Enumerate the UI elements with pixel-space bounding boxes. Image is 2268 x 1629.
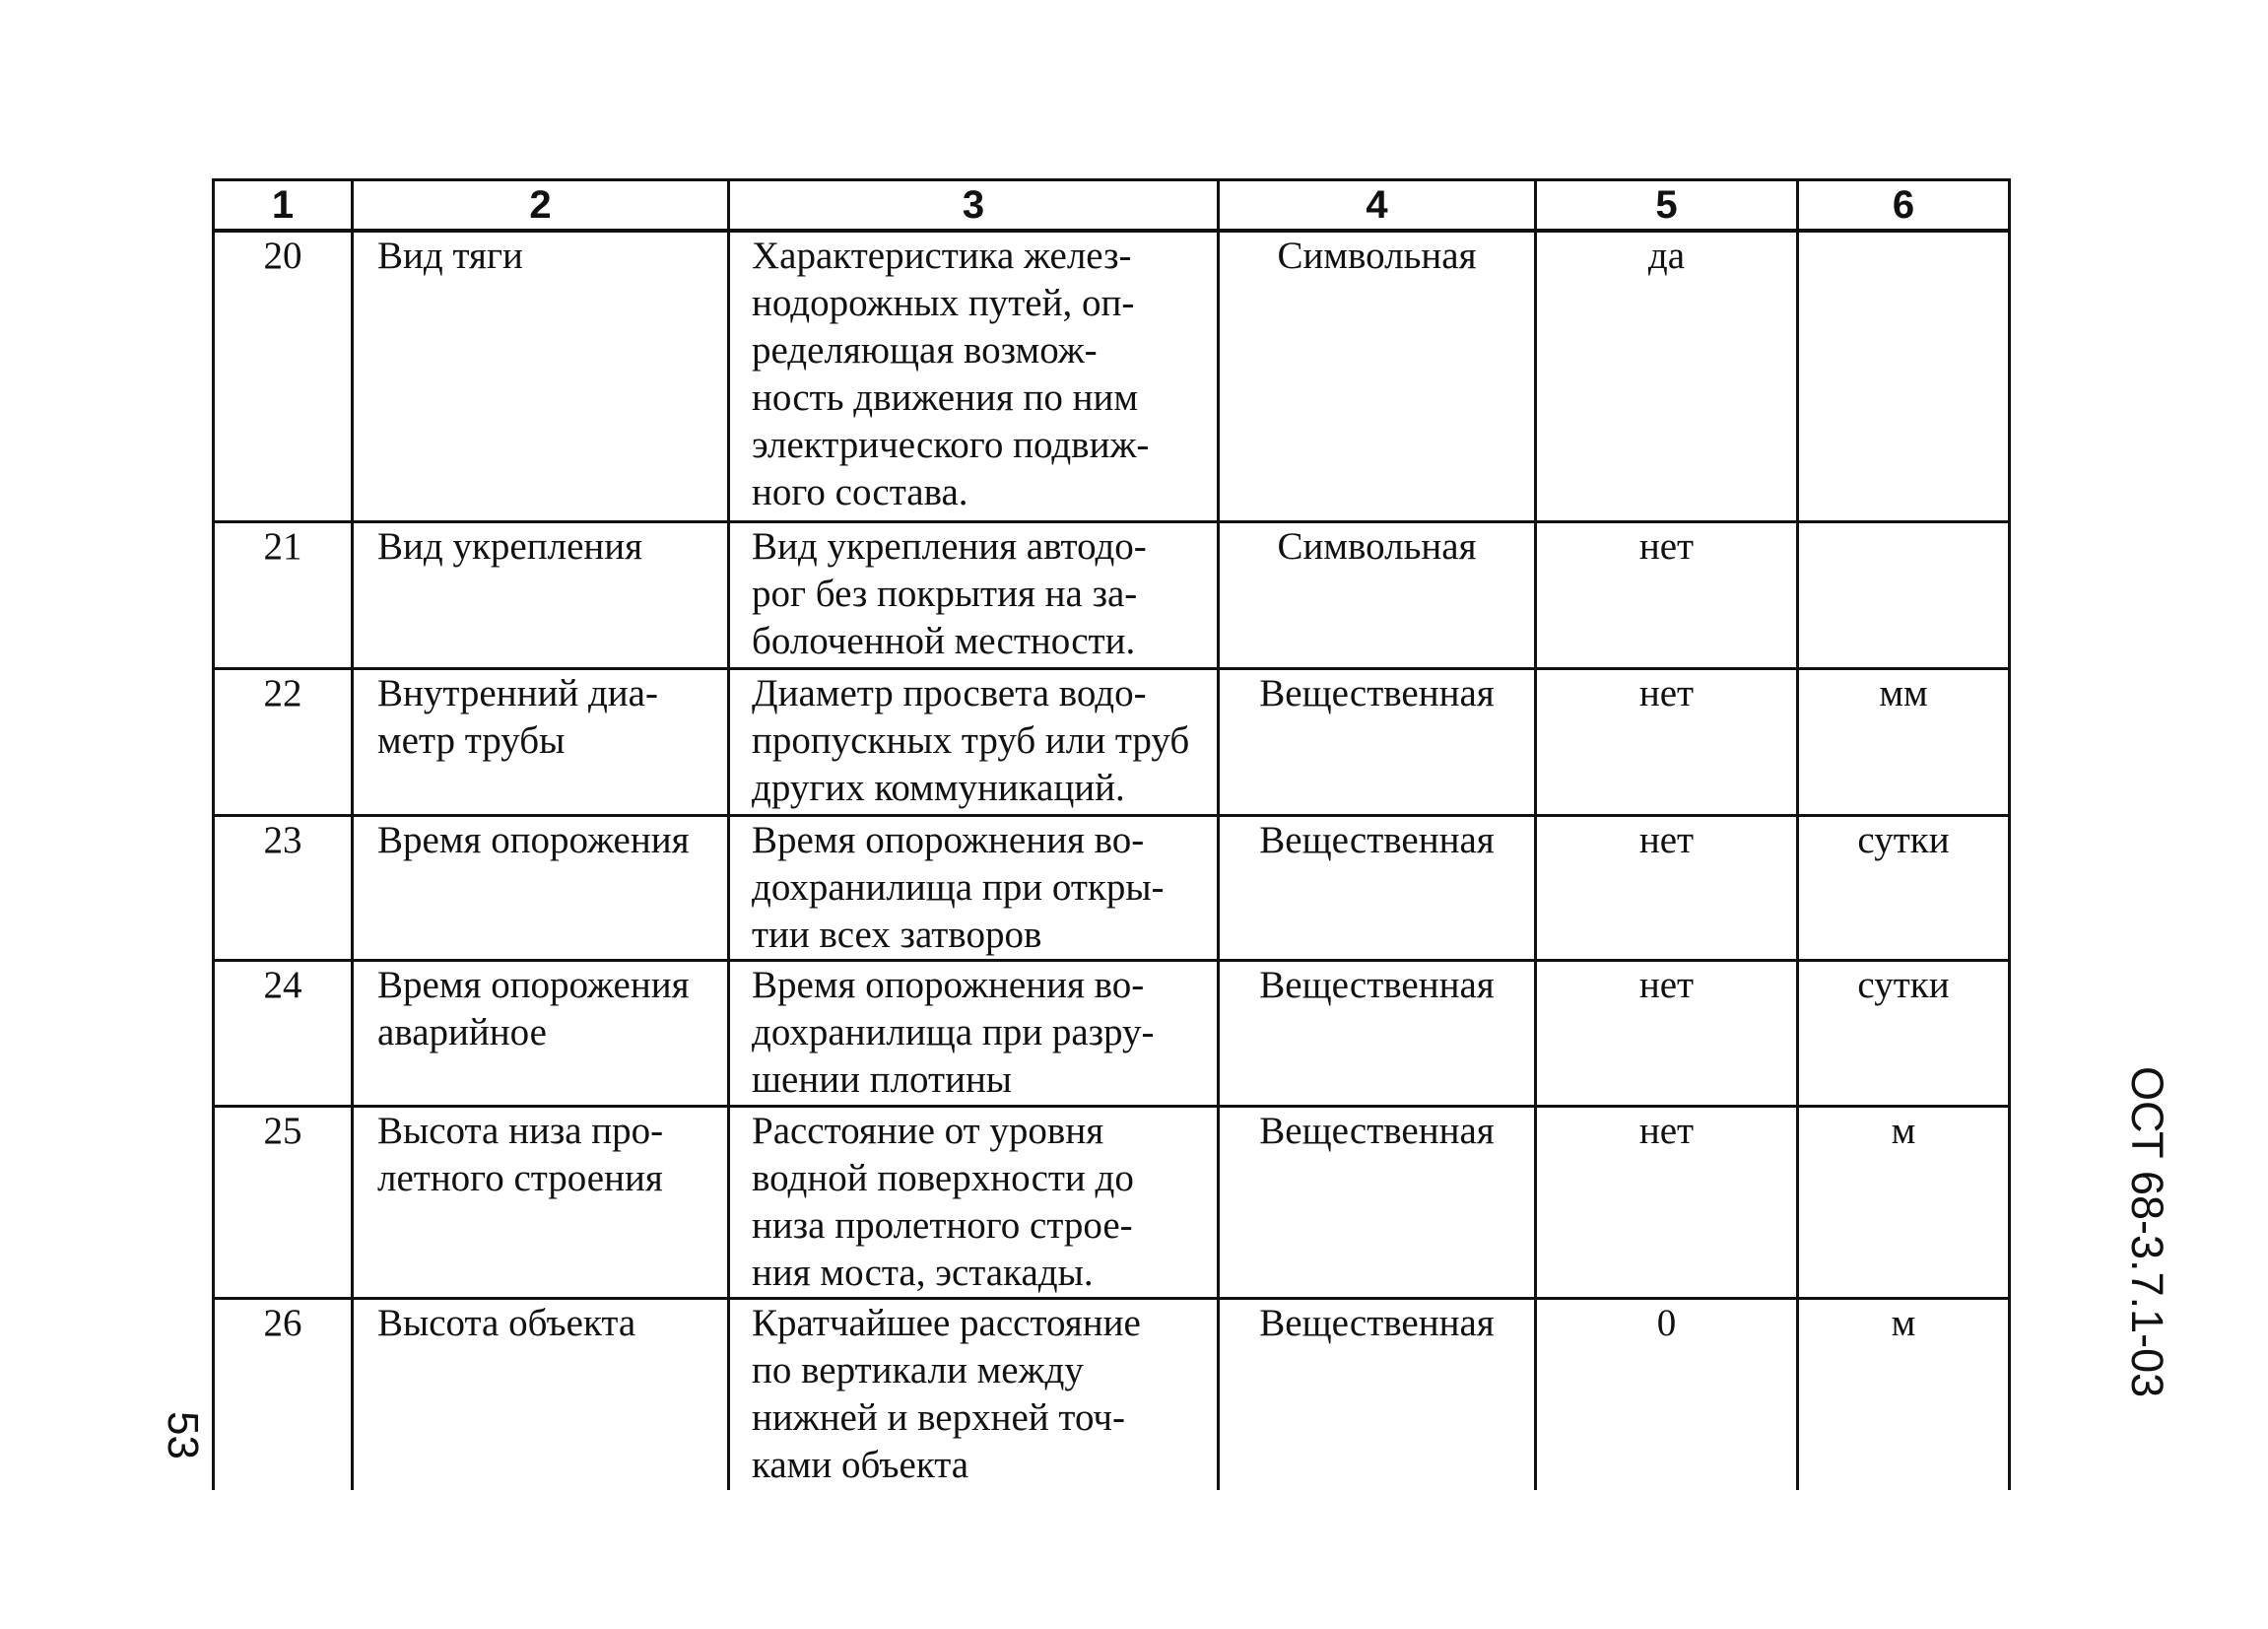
attribute-required: нет — [1536, 960, 1798, 1106]
column-header-5: 5 — [1536, 180, 1798, 232]
attribute-unit: мм — [1798, 668, 2010, 815]
row-number: 25 — [214, 1106, 353, 1298]
attribute-unit: м — [1798, 1298, 2010, 1490]
row-number: 20 — [214, 231, 353, 521]
attribute-required: нет — [1536, 668, 1798, 815]
attribute-description: Кратчайшее расстояние по вертикали между нижней и верхней точ- ками объекта — [729, 1298, 1219, 1490]
column-header-2: 2 — [353, 180, 729, 232]
table-row — [214, 231, 2010, 521]
attribute-type: Вещественная — [1219, 668, 1536, 815]
attribute-type: Вещественная — [1219, 960, 1536, 1106]
attribute-name: Вид тяги — [353, 231, 729, 521]
attribute-required: 0 — [1536, 1298, 1798, 1490]
row-number: 23 — [214, 815, 353, 960]
row-number: 26 — [214, 1298, 353, 1490]
table-row — [214, 960, 2010, 1106]
attribute-description: Время опорожнения во- дохранилища при откры- тии всех затворов — [729, 815, 1219, 960]
table-row — [214, 521, 2010, 668]
attribute-required: нет — [1536, 1106, 1798, 1298]
header-row — [214, 180, 2010, 232]
attribute-unit — [1798, 231, 2010, 521]
document-code: ОСТ 68-3.7.1-03 — [2122, 1066, 2172, 1398]
attribute-name: Внутренний диа- метр трубы — [353, 668, 729, 815]
attribute-description: Диаметр просвета водо- пропускных труб или труб других коммуникаций. — [729, 668, 1219, 815]
attribute-name: Вид укрепления — [353, 521, 729, 668]
table-row — [214, 1298, 2010, 1490]
page-number: 53 — [159, 1411, 207, 1459]
attribute-name: Высота объекта — [353, 1298, 729, 1490]
column-header-3: 3 — [729, 180, 1219, 232]
attribute-type: Вещественная — [1219, 1298, 1536, 1490]
attribute-unit: м — [1798, 1106, 2010, 1298]
attribute-unit: сутки — [1798, 815, 2010, 960]
attribute-name: Время опорожения аварийное — [353, 960, 729, 1106]
attribute-unit — [1798, 521, 2010, 668]
table-row — [214, 668, 2010, 815]
row-number: 22 — [214, 668, 353, 815]
attribute-name: Высота низа про- летного строения — [353, 1106, 729, 1298]
attribute-description: Время опорожнения во- дохранилища при разру- шении плотины — [729, 960, 1219, 1106]
attribute-description: Вид укрепления автодо- рог без покрытия на за- болоченной местности. — [729, 521, 1219, 668]
attribute-description: Расстояние от уровня водной поверхности до низа пролетного строе- ния моста, эстакады. — [729, 1106, 1219, 1298]
attribute-name: Время опорожения — [353, 815, 729, 960]
column-header-4: 4 — [1219, 180, 1536, 232]
row-number: 24 — [214, 960, 353, 1106]
attribute-required: нет — [1536, 521, 1798, 668]
attribute-type: Символьная — [1219, 521, 1536, 668]
table-row — [214, 1106, 2010, 1298]
attribute-type: Символьная — [1219, 231, 1536, 521]
attributes-table — [212, 178, 2011, 1490]
column-header-6: 6 — [1798, 180, 2010, 232]
column-header-1: 1 — [214, 180, 353, 232]
attribute-description: Характеристика желез- нодорожных путей, оп- ределяющая возмож- ность движения по ним электрического подвиж- ного состава. — [729, 231, 1219, 521]
row-number: 21 — [214, 521, 353, 668]
attribute-type: Вещественная — [1219, 1106, 1536, 1298]
attribute-required: да — [1536, 231, 1798, 521]
table-row — [214, 815, 2010, 960]
attribute-required: нет — [1536, 815, 1798, 960]
attribute-type: Вещественная — [1219, 815, 1536, 960]
attribute-unit: сутки — [1798, 960, 2010, 1106]
